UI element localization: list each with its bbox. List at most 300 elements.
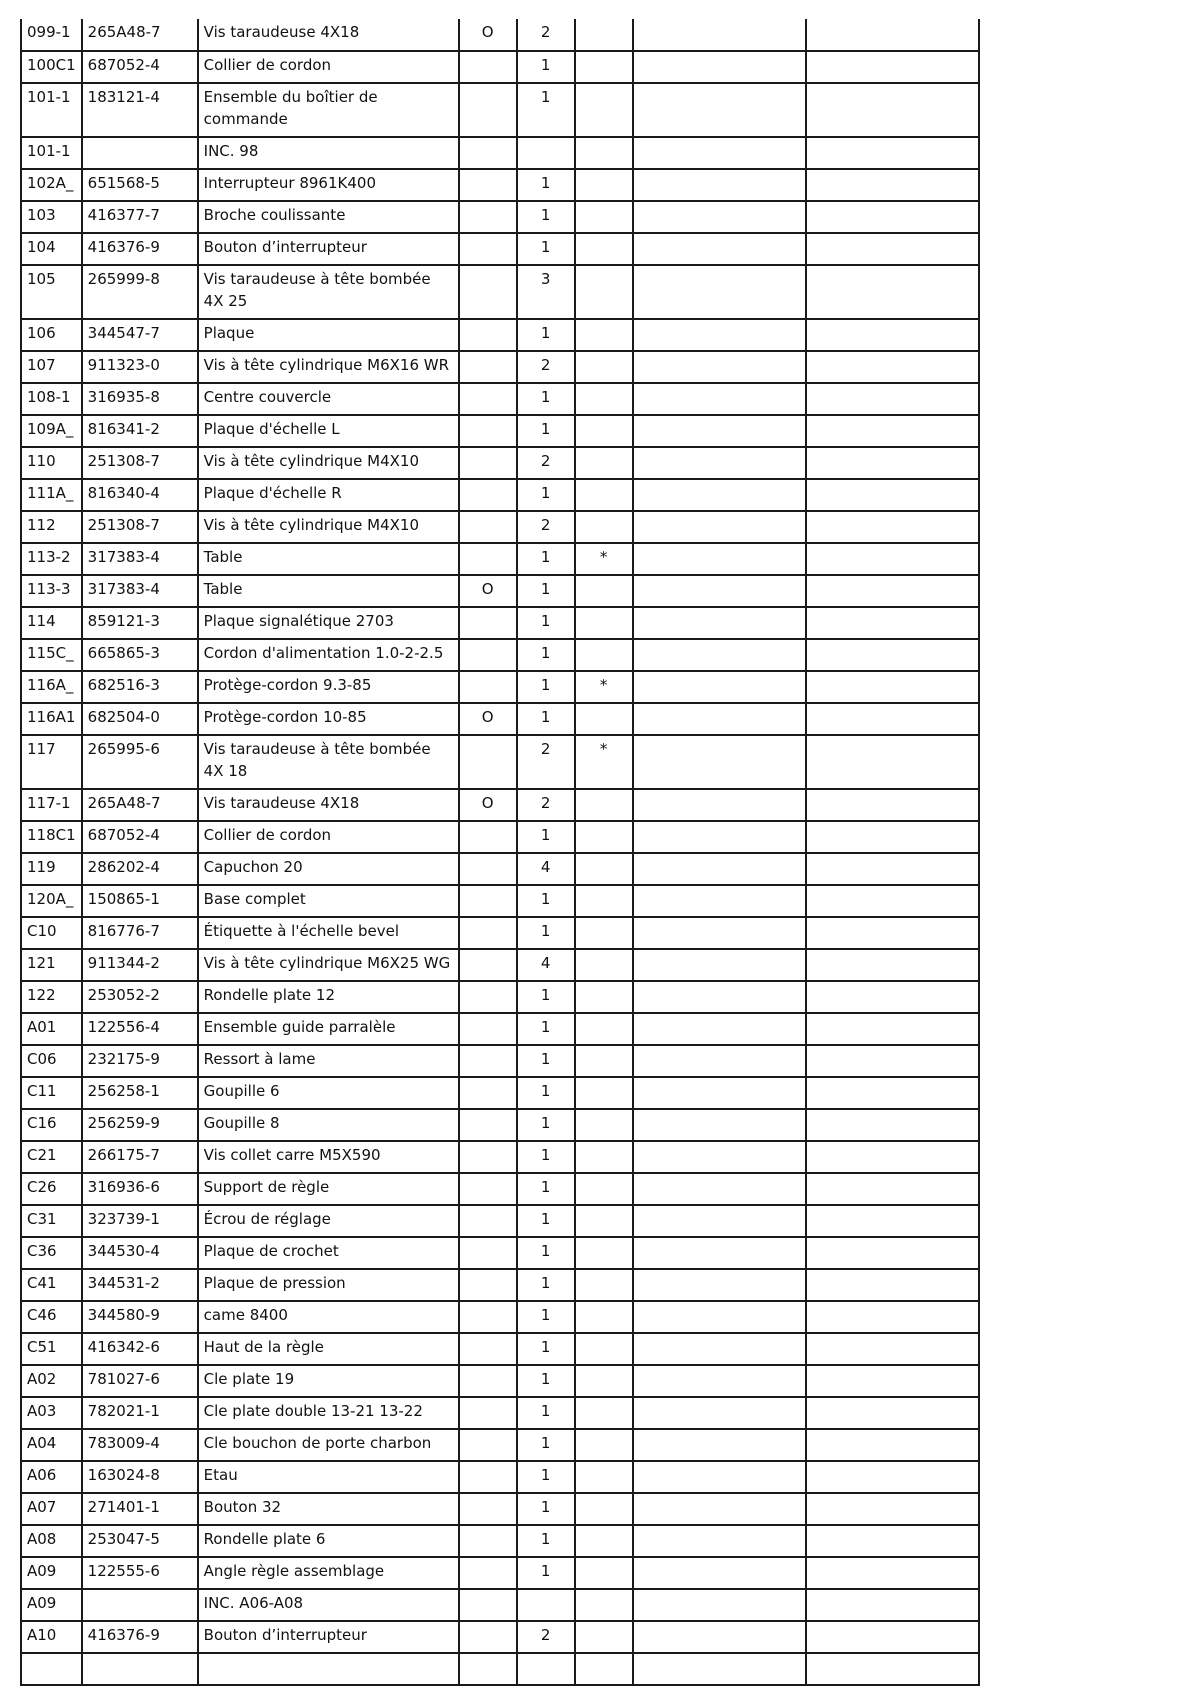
note-mark-cell [575,1589,633,1621]
option-cell [459,981,517,1013]
description-cell: Rondelle plate 6 [198,1525,459,1557]
quantity-cell: 1 [517,607,575,639]
item-number-cell: 113-2 [21,543,82,575]
part-number-cell [82,137,198,169]
empty-cell [633,233,806,265]
item-number-cell: C51 [21,1333,82,1365]
note-mark-cell [575,19,633,51]
table-row [21,575,979,607]
empty-cell [806,885,979,917]
quantity-cell: 2 [517,511,575,543]
item-number-cell: A04 [21,1429,82,1461]
description-cell: Ressort à lame [198,1045,459,1077]
description-cell: Vis collet carre M5X590 [198,1141,459,1173]
description-cell: Écrou de réglage [198,1205,459,1237]
empty-cell [633,511,806,543]
quantity-cell: 1 [517,1557,575,1589]
part-number-cell: 271401-1 [82,1493,198,1525]
empty-cell [806,735,979,789]
option-cell [459,1429,517,1461]
part-number-cell: 150865-1 [82,885,198,917]
option-cell [459,1301,517,1333]
empty-cell [806,479,979,511]
option-cell [459,415,517,447]
description-cell: Goupille 8 [198,1109,459,1141]
description-cell: Ensemble guide parralèle [198,1013,459,1045]
item-number-cell: C26 [21,1173,82,1205]
part-number-cell: 687052-4 [82,51,198,83]
description-cell: Plaque [198,319,459,351]
table-row [21,415,979,447]
option-cell [459,1461,517,1493]
part-number-cell: 416342-6 [82,1333,198,1365]
option-cell [459,1493,517,1525]
table-row [21,1141,979,1173]
quantity-cell: 1 [517,821,575,853]
quantity-cell: 4 [517,949,575,981]
quantity-cell: 1 [517,1301,575,1333]
item-number-cell: 114 [21,607,82,639]
quantity-cell: 1 [517,383,575,415]
table-row [21,351,979,383]
quantity-cell: 1 [517,233,575,265]
table-row [21,265,979,319]
quantity-cell: 1 [517,169,575,201]
table-row [21,885,979,917]
empty-cell [633,703,806,735]
empty-cell [633,1461,806,1493]
empty-cell [633,671,806,703]
item-number-cell: 116A1 [21,703,82,735]
table-row [21,543,979,575]
table-row [21,703,979,735]
table-row [21,201,979,233]
quantity-cell: 1 [517,479,575,511]
note-mark-cell [575,1461,633,1493]
item-number-cell: 122 [21,981,82,1013]
table-row [21,1621,979,1653]
note-mark-cell [575,917,633,949]
item-number-cell: C36 [21,1237,82,1269]
quantity-cell [517,1653,575,1685]
table-row [21,917,979,949]
option-cell: O [459,789,517,821]
note-mark-cell [575,265,633,319]
note-mark-cell [575,1301,633,1333]
option-cell [459,607,517,639]
part-number-cell: 316935-8 [82,383,198,415]
part-number-cell: 416377-7 [82,201,198,233]
empty-cell [806,1173,979,1205]
option-cell [459,1077,517,1109]
note-mark-cell [575,1493,633,1525]
part-number-cell: 265999-8 [82,265,198,319]
empty-cell [806,1077,979,1109]
table-row [21,789,979,821]
option-cell [459,821,517,853]
description-cell: Ensemble du boîtier de commande [198,83,459,137]
note-mark-cell: * [575,671,633,703]
option-cell [459,1205,517,1237]
part-number-cell [82,1589,198,1621]
quantity-cell: 1 [517,1269,575,1301]
note-mark-cell [575,949,633,981]
part-number-cell: 253047-5 [82,1525,198,1557]
empty-cell [633,447,806,479]
item-number-cell: C11 [21,1077,82,1109]
item-number-cell: 102A_ [21,169,82,201]
quantity-cell: 1 [517,83,575,137]
option-cell [459,1557,517,1589]
description-cell: Plaque de crochet [198,1237,459,1269]
empty-cell [633,137,806,169]
note-mark-cell [575,981,633,1013]
note-mark-cell [575,1653,633,1685]
option-cell [459,447,517,479]
part-number-cell: 781027-6 [82,1365,198,1397]
note-mark-cell [575,1333,633,1365]
part-number-cell: 416376-9 [82,1621,198,1653]
table-row [21,1557,979,1589]
empty-cell [633,1045,806,1077]
empty-cell [633,19,806,51]
empty-cell [806,607,979,639]
note-mark-cell [575,1109,633,1141]
quantity-cell: 2 [517,351,575,383]
option-cell [459,51,517,83]
empty-cell [633,639,806,671]
item-number-cell: A07 [21,1493,82,1525]
empty-cell [806,1237,979,1269]
part-number-cell: 682504-0 [82,703,198,735]
option-cell [459,1333,517,1365]
description-cell: came 8400 [198,1301,459,1333]
part-number-cell: 265A48-7 [82,789,198,821]
option-cell [459,83,517,137]
note-mark-cell [575,511,633,543]
description-cell: INC. A06-A08 [198,1589,459,1621]
quantity-cell: 2 [517,735,575,789]
part-number-cell: 344547-7 [82,319,198,351]
description-cell: Protège-cordon 9.3-85 [198,671,459,703]
part-number-cell: 183121-4 [82,83,198,137]
description-cell: Vis à tête cylindrique M6X16 WR [198,351,459,383]
empty-cell [806,1493,979,1525]
empty-cell [633,1557,806,1589]
description-cell: Bouton d’interrupteur [198,233,459,265]
empty-cell [633,1429,806,1461]
quantity-cell: 1 [517,1045,575,1077]
empty-cell [806,1429,979,1461]
option-cell [459,511,517,543]
table-row [21,1429,979,1461]
empty-cell [633,1525,806,1557]
item-number-cell [21,1653,82,1685]
note-mark-cell [575,575,633,607]
empty-cell [806,447,979,479]
note-mark-cell [575,1013,633,1045]
note-mark-cell [575,383,633,415]
quantity-cell [517,137,575,169]
empty-cell [806,19,979,51]
note-mark-cell [575,447,633,479]
item-number-cell: C21 [21,1141,82,1173]
description-cell: Vis taraudeuse 4X18 [198,789,459,821]
quantity-cell: 1 [517,1493,575,1525]
note-mark-cell [575,885,633,917]
quantity-cell: 2 [517,1621,575,1653]
empty-cell [633,1269,806,1301]
option-cell: O [459,703,517,735]
table-row [21,447,979,479]
option-cell [459,1365,517,1397]
part-number-cell: 682516-3 [82,671,198,703]
table-row [21,1077,979,1109]
item-number-cell: A09 [21,1557,82,1589]
note-mark-cell [575,319,633,351]
table-row [21,1205,979,1237]
table-row [21,169,979,201]
quantity-cell: 3 [517,265,575,319]
table-row [21,137,979,169]
empty-cell [806,1013,979,1045]
part-number-cell: 256259-9 [82,1109,198,1141]
item-number-cell: 119 [21,853,82,885]
note-mark-cell [575,1205,633,1237]
part-number-cell: 651568-5 [82,169,198,201]
empty-cell [633,735,806,789]
option-cell [459,137,517,169]
option-cell [459,169,517,201]
empty-cell [633,949,806,981]
empty-cell [633,575,806,607]
item-number-cell: 111A_ [21,479,82,511]
empty-cell [633,383,806,415]
note-mark-cell [575,479,633,511]
note-mark-cell [575,1077,633,1109]
item-number-cell: C16 [21,1109,82,1141]
note-mark-cell [575,1141,633,1173]
option-cell [459,1653,517,1685]
note-mark-cell [575,1525,633,1557]
item-number-cell: 115C_ [21,639,82,671]
note-mark-cell [575,233,633,265]
description-cell: Plaque d'échelle L [198,415,459,447]
empty-cell [633,1397,806,1429]
part-number-cell: 317383-4 [82,543,198,575]
item-number-cell: C31 [21,1205,82,1237]
option-cell [459,383,517,415]
empty-cell [806,265,979,319]
quantity-cell [517,1589,575,1621]
empty-cell [806,1621,979,1653]
option-cell [459,1013,517,1045]
quantity-cell: 1 [517,917,575,949]
empty-cell [633,1493,806,1525]
part-number-cell: 344530-4 [82,1237,198,1269]
empty-cell [806,201,979,233]
option-cell [459,671,517,703]
note-mark-cell [575,821,633,853]
note-mark-cell [575,789,633,821]
empty-cell [806,1109,979,1141]
empty-cell [806,233,979,265]
item-number-cell: C46 [21,1301,82,1333]
empty-cell [806,1333,979,1365]
table-row [21,1333,979,1365]
note-mark-cell [575,853,633,885]
quantity-cell: 1 [517,1109,575,1141]
description-cell: Plaque signalétique 2703 [198,607,459,639]
description-cell: Interrupteur 8961K400 [198,169,459,201]
part-number-cell: 265995-6 [82,735,198,789]
item-number-cell: 108-1 [21,383,82,415]
item-number-cell: 109A_ [21,415,82,447]
empty-cell [806,169,979,201]
note-mark-cell [575,137,633,169]
empty-cell [633,1237,806,1269]
quantity-cell: 1 [517,319,575,351]
option-cell [459,1397,517,1429]
description-cell: Base complet [198,885,459,917]
quantity-cell: 1 [517,1141,575,1173]
item-number-cell: 113-3 [21,575,82,607]
part-number-cell: 265A48-7 [82,19,198,51]
description-cell: Vis à tête cylindrique M4X10 [198,511,459,543]
option-cell [459,1141,517,1173]
quantity-cell: 1 [517,1173,575,1205]
empty-cell [806,671,979,703]
item-number-cell: A06 [21,1461,82,1493]
item-number-cell: 099-1 [21,19,82,51]
empty-cell [806,1397,979,1429]
empty-cell [806,1525,979,1557]
item-number-cell: 106 [21,319,82,351]
empty-cell [633,789,806,821]
part-number-cell: 687052-4 [82,821,198,853]
description-cell: Table [198,543,459,575]
note-mark-cell: * [575,543,633,575]
empty-cell [806,351,979,383]
option-cell [459,917,517,949]
quantity-cell: 1 [517,1429,575,1461]
option-cell [459,1109,517,1141]
note-mark-cell [575,201,633,233]
description-cell: Centre couvercle [198,383,459,415]
empty-cell [633,1141,806,1173]
quantity-cell: 1 [517,1333,575,1365]
quantity-cell: 1 [517,1205,575,1237]
quantity-cell: 2 [517,19,575,51]
part-number-cell: 783009-4 [82,1429,198,1461]
empty-cell [633,1077,806,1109]
part-number-cell: 911323-0 [82,351,198,383]
table-row [21,1237,979,1269]
item-number-cell: A09 [21,1589,82,1621]
empty-cell [806,1461,979,1493]
description-cell: Capuchon 20 [198,853,459,885]
part-number-cell: 416376-9 [82,233,198,265]
item-number-cell: 100C1 [21,51,82,83]
description-cell: Vis taraudeuse à tête bombée 4X 18 [198,735,459,789]
empty-cell [806,789,979,821]
quantity-cell: 1 [517,201,575,233]
note-mark-cell [575,351,633,383]
table-row [21,949,979,981]
empty-cell [633,201,806,233]
quantity-cell: 1 [517,1013,575,1045]
quantity-cell: 4 [517,853,575,885]
empty-cell [633,821,806,853]
note-mark-cell [575,51,633,83]
part-number-cell: 323739-1 [82,1205,198,1237]
option-cell [459,735,517,789]
note-mark-cell [575,1429,633,1461]
table-row [21,1365,979,1397]
table-row [21,639,979,671]
note-mark-cell [575,703,633,735]
table-row [21,607,979,639]
quantity-cell: 1 [517,639,575,671]
table-row [21,1013,979,1045]
option-cell [459,639,517,671]
note-mark-cell: * [575,735,633,789]
empty-cell [633,351,806,383]
note-mark-cell [575,415,633,447]
description-cell: Bouton d’interrupteur [198,1621,459,1653]
quantity-cell: 1 [517,575,575,607]
part-number-cell: 122555-6 [82,1557,198,1589]
empty-cell [633,479,806,511]
table-row [21,821,979,853]
description-cell: Vis taraudeuse à tête bombée 4X 25 [198,265,459,319]
description-cell: Broche coulissante [198,201,459,233]
quantity-cell: 1 [517,1397,575,1429]
quantity-cell: 1 [517,703,575,735]
description-cell: Cle plate 19 [198,1365,459,1397]
empty-cell [806,917,979,949]
option-cell [459,949,517,981]
empty-cell [806,1365,979,1397]
table-row [21,1173,979,1205]
description-cell: Table [198,575,459,607]
part-number-cell: 816341-2 [82,415,198,447]
table-row [21,853,979,885]
description-cell: Collier de cordon [198,821,459,853]
part-number-cell: 316936-6 [82,1173,198,1205]
quantity-cell: 1 [517,671,575,703]
note-mark-cell [575,83,633,137]
empty-cell [633,981,806,1013]
empty-cell [633,607,806,639]
empty-cell [806,1653,979,1685]
empty-cell [633,319,806,351]
empty-cell [633,1333,806,1365]
table-row [21,1269,979,1301]
option-cell: O [459,19,517,51]
table-row [21,1397,979,1429]
empty-cell [633,1653,806,1685]
option-cell [459,233,517,265]
part-number-cell: 163024-8 [82,1461,198,1493]
table-row [21,511,979,543]
empty-cell [633,917,806,949]
empty-cell [806,1589,979,1621]
item-number-cell: 104 [21,233,82,265]
description-cell: Vis à tête cylindrique M4X10 [198,447,459,479]
empty-cell [806,1557,979,1589]
option-cell [459,479,517,511]
